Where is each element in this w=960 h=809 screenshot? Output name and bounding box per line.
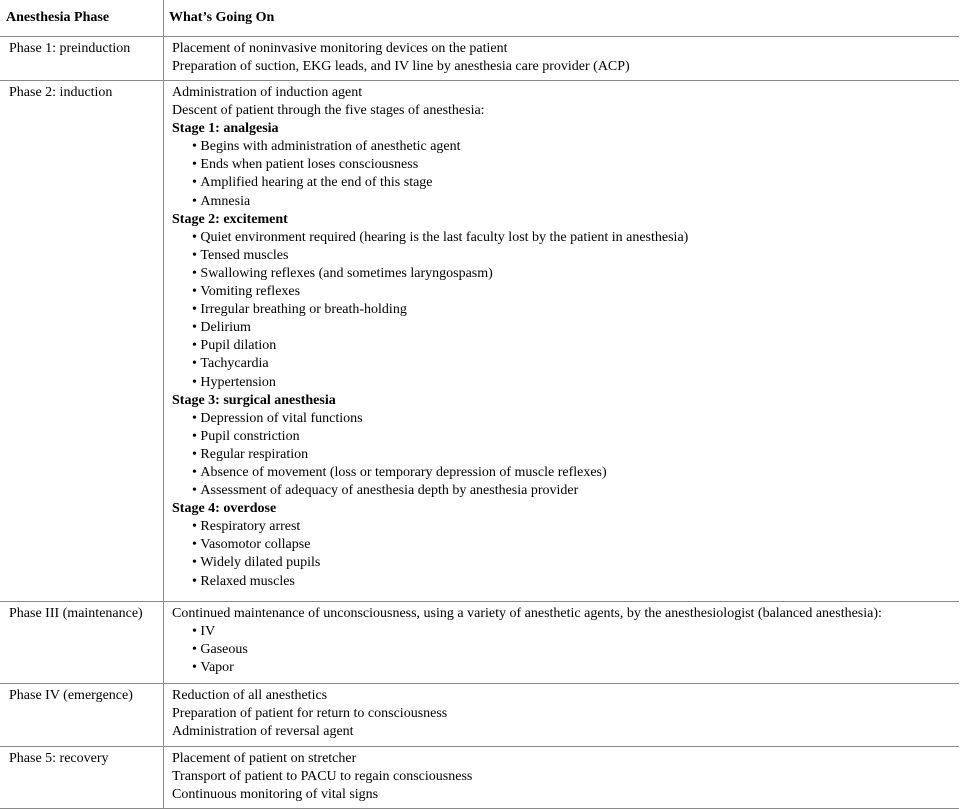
phase-name: Phase 2: induction xyxy=(9,85,113,100)
phase-description-cell xyxy=(164,684,960,747)
bullet-item: • Widely dilated pupils xyxy=(172,554,955,572)
stage-heading: Stage 1: analgesia xyxy=(172,121,279,137)
bullet-item: • Begins with administration of anesthetic agent xyxy=(172,138,955,156)
bullet-item: • Delirium xyxy=(172,319,955,337)
bullet-item: • Assessment of adequacy of anesthesia depth by anesthesia provider xyxy=(172,482,955,500)
phase-name: Phase 5: recovery xyxy=(9,751,109,766)
phase-name-cell xyxy=(0,602,164,684)
phase-name-cell xyxy=(0,37,164,81)
bullet-item: • Pupil dilation xyxy=(172,337,955,355)
bullet-item: • Swallowing reflexes (and sometimes laryngospasm) xyxy=(172,265,955,283)
phase-description-cell xyxy=(164,602,960,684)
bullet-item: • Relaxed muscles xyxy=(172,573,955,591)
bullet-item: • Amplified hearing at the end of this stage xyxy=(172,174,955,192)
description-line: Placement of noninvasive monitoring devices on the patient xyxy=(172,41,508,56)
stage-heading: Stage 3: surgical anesthesia xyxy=(172,392,336,408)
column-header-description-label: What’s Going On xyxy=(169,10,275,25)
table-row xyxy=(0,602,959,684)
bullet-item: • Vasomotor collapse xyxy=(172,536,955,554)
description-line: Transport of patient to PACU to regain consciousness xyxy=(172,769,473,785)
bullet-item: • Irregular breathing or breath-holding xyxy=(172,301,955,319)
table-row xyxy=(0,684,959,747)
table-header-row xyxy=(0,0,959,37)
bullet-item: • IV xyxy=(172,623,955,641)
description-line: Placement of patient on stretcher xyxy=(172,751,357,766)
phase-description-cell xyxy=(164,81,960,602)
bullet-item: • Ends when patient loses consciousness xyxy=(172,156,955,174)
bullet-item: • Absence of movement (loss or temporary depression of muscle reflexes) xyxy=(172,464,955,482)
description-line: Reduction of all anesthetics xyxy=(172,688,328,703)
bullet-item: • Tensed muscles xyxy=(172,247,955,265)
phase-name: Phase III (maintenance) xyxy=(9,606,143,621)
table-row xyxy=(0,747,959,809)
phase-name: Phase 1: preinduction xyxy=(9,41,131,56)
bullet-item: • Vapor xyxy=(172,659,955,677)
phase-description-cell xyxy=(164,747,960,809)
description-line: Preparation of suction, EKG leads, and IV line by anesthesia care provider (ACP) xyxy=(172,59,630,75)
description-line: Administration of induction agent xyxy=(172,85,363,100)
phase-name: Phase IV (emergence) xyxy=(9,688,133,703)
phase-description-cell xyxy=(164,37,960,81)
table-row xyxy=(0,81,959,602)
bullet-item: • Gaseous xyxy=(172,641,955,659)
description-line: Administration of reversal agent xyxy=(172,724,354,740)
bullet-item: • Depression of vital functions xyxy=(172,410,955,428)
description-line: Continuous monitoring of vital signs xyxy=(172,787,379,803)
description-line: Descent of patient through the five stages of anesthesia: xyxy=(172,103,485,119)
phase-name-cell xyxy=(0,81,164,602)
phase-name-cell xyxy=(0,684,164,747)
bullet-item: • Amnesia xyxy=(172,193,955,211)
stage-heading: Stage 4: overdose xyxy=(172,501,277,517)
table-row xyxy=(0,37,959,81)
bullet-item: • Pupil constriction xyxy=(172,428,955,446)
description-line: Preparation of patient for return to consciousness xyxy=(172,706,448,722)
stage-heading: Stage 2: excitement xyxy=(172,211,288,227)
bullet-item: • Vomiting reflexes xyxy=(172,283,955,301)
bullet-item: • Regular respiration xyxy=(172,446,955,464)
description-line: Continued maintenance of unconsciousness, using a variety of anesthetic agents, by the anesthesiologist (balanced anesthesia): xyxy=(172,606,882,621)
bullet-item: • Respiratory arrest xyxy=(172,518,955,536)
phase-name-cell xyxy=(0,747,164,809)
bullet-item: • Quiet environment required (hearing is the last faculty lost by the patient in anesthesia) xyxy=(172,229,955,247)
column-header-description xyxy=(164,0,960,37)
column-header-phase xyxy=(0,0,164,37)
bullet-item: • Hypertension xyxy=(172,374,955,392)
bullet-item: • Tachycardia xyxy=(172,355,955,373)
column-header-phase-label: Anesthesia Phase xyxy=(6,10,110,25)
